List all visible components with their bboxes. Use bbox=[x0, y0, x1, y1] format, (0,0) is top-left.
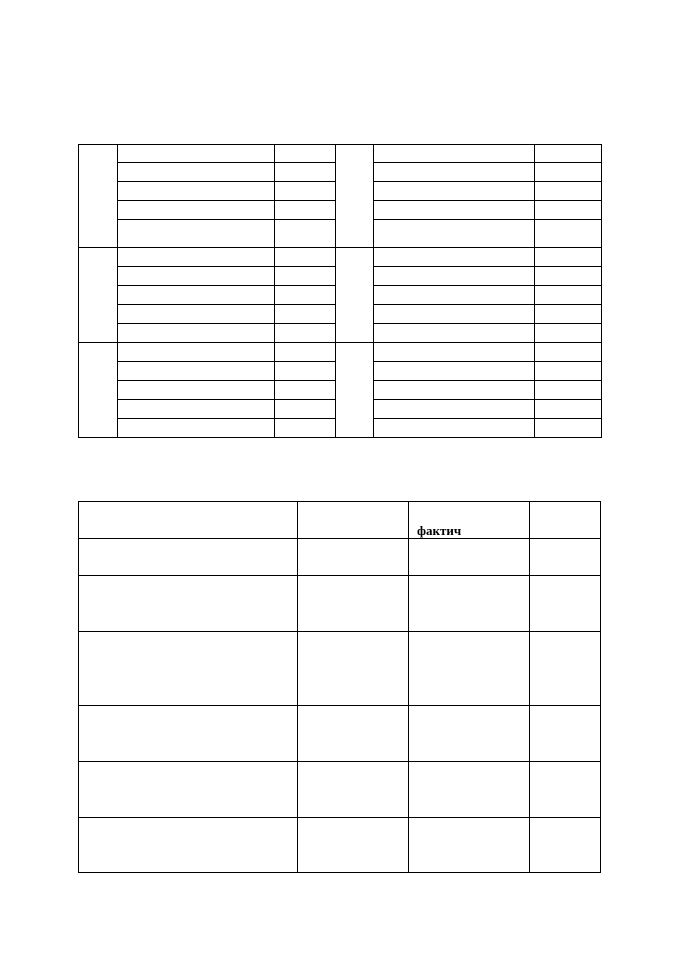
table-cell bbox=[118, 400, 275, 419]
table-cell bbox=[275, 286, 336, 305]
table-cell bbox=[79, 576, 298, 632]
table-cell bbox=[535, 145, 602, 163]
group-cell-right bbox=[336, 145, 374, 248]
table-cell bbox=[118, 267, 275, 286]
table-cell bbox=[535, 343, 602, 362]
table-cell bbox=[374, 145, 535, 163]
table-cell bbox=[118, 201, 275, 220]
table-row bbox=[79, 248, 602, 267]
table-cell bbox=[298, 818, 409, 873]
table-cell bbox=[535, 163, 602, 182]
table-cell bbox=[298, 632, 409, 706]
table-cell bbox=[535, 381, 602, 400]
grid-table-bottom bbox=[78, 501, 601, 873]
table-row bbox=[79, 706, 601, 762]
header-cell bbox=[79, 502, 298, 539]
table-cell bbox=[374, 220, 535, 248]
header-cell bbox=[530, 502, 601, 539]
table-cell bbox=[275, 182, 336, 201]
table-cell bbox=[530, 706, 601, 762]
table-cell bbox=[275, 343, 336, 362]
table-cell bbox=[535, 201, 602, 220]
table-cell bbox=[275, 324, 336, 343]
table-cell bbox=[275, 305, 336, 324]
table-cell bbox=[79, 632, 298, 706]
table-cell bbox=[118, 343, 275, 362]
table-cell bbox=[275, 201, 336, 220]
table-cell bbox=[374, 324, 535, 343]
table-cell bbox=[374, 305, 535, 324]
table-cell bbox=[409, 706, 530, 762]
table-cell bbox=[535, 324, 602, 343]
header-cell bbox=[298, 502, 409, 539]
table-cell bbox=[118, 248, 275, 267]
table-cell bbox=[79, 762, 298, 818]
table-cell bbox=[409, 539, 530, 576]
table-cell bbox=[79, 539, 298, 576]
table-cell bbox=[374, 343, 535, 362]
table-cell bbox=[374, 362, 535, 381]
table-cell bbox=[535, 182, 602, 201]
table-cell bbox=[374, 182, 535, 201]
table-cell bbox=[535, 267, 602, 286]
table-cell bbox=[275, 163, 336, 182]
table-cell bbox=[118, 419, 275, 438]
group-cell-left bbox=[79, 343, 118, 438]
table-cell bbox=[374, 400, 535, 419]
group-cell-left bbox=[79, 248, 118, 343]
table-cell bbox=[298, 706, 409, 762]
table-cell bbox=[535, 248, 602, 267]
table-cell bbox=[298, 762, 409, 818]
table-cell bbox=[535, 419, 602, 438]
table-cell bbox=[530, 576, 601, 632]
table-row bbox=[79, 539, 601, 576]
table-cell bbox=[118, 362, 275, 381]
table-cell bbox=[79, 818, 298, 873]
table-cell bbox=[275, 362, 336, 381]
table-cell bbox=[275, 220, 336, 248]
group-cell-right bbox=[336, 248, 374, 343]
table-cell bbox=[530, 632, 601, 706]
header-label: фактич bbox=[417, 523, 462, 538]
table-cell bbox=[118, 324, 275, 343]
table-cell bbox=[298, 576, 409, 632]
table-cell bbox=[374, 248, 535, 267]
table-cell bbox=[530, 762, 601, 818]
table-row bbox=[79, 632, 601, 706]
table-cell bbox=[409, 818, 530, 873]
group-cell-right bbox=[336, 343, 374, 438]
table-cell bbox=[118, 286, 275, 305]
table-cell bbox=[118, 182, 275, 201]
table-cell bbox=[374, 419, 535, 438]
table-cell bbox=[535, 286, 602, 305]
table-cell bbox=[535, 362, 602, 381]
table-cell bbox=[535, 220, 602, 248]
table-row bbox=[79, 576, 601, 632]
table-cell bbox=[275, 248, 336, 267]
table-cell bbox=[275, 419, 336, 438]
table-cell bbox=[374, 201, 535, 220]
table-cell bbox=[530, 818, 601, 873]
table-cell bbox=[118, 220, 275, 248]
header-cell-actual bbox=[409, 502, 530, 539]
table-cell bbox=[118, 145, 275, 163]
table-cell bbox=[409, 576, 530, 632]
table-header-row bbox=[79, 502, 601, 539]
table-cell bbox=[374, 286, 535, 305]
table-cell bbox=[118, 163, 275, 182]
table-cell bbox=[374, 267, 535, 286]
table-cell bbox=[298, 539, 409, 576]
table-cell bbox=[374, 163, 535, 182]
table-row bbox=[79, 145, 602, 163]
table-cell bbox=[275, 267, 336, 286]
table-row bbox=[79, 818, 601, 873]
table-row bbox=[79, 343, 602, 362]
table-cell bbox=[409, 762, 530, 818]
table-cell bbox=[530, 539, 601, 576]
table-cell bbox=[275, 400, 336, 419]
grid-table-top bbox=[78, 144, 602, 438]
table-cell bbox=[275, 381, 336, 400]
table-cell bbox=[409, 632, 530, 706]
table-cell bbox=[79, 706, 298, 762]
group-cell-left bbox=[79, 145, 118, 248]
table-cell bbox=[535, 400, 602, 419]
table-cell bbox=[118, 305, 275, 324]
table-cell bbox=[374, 381, 535, 400]
table-cell bbox=[118, 381, 275, 400]
table-row bbox=[79, 762, 601, 818]
table-cell bbox=[275, 145, 336, 163]
table-cell bbox=[535, 305, 602, 324]
